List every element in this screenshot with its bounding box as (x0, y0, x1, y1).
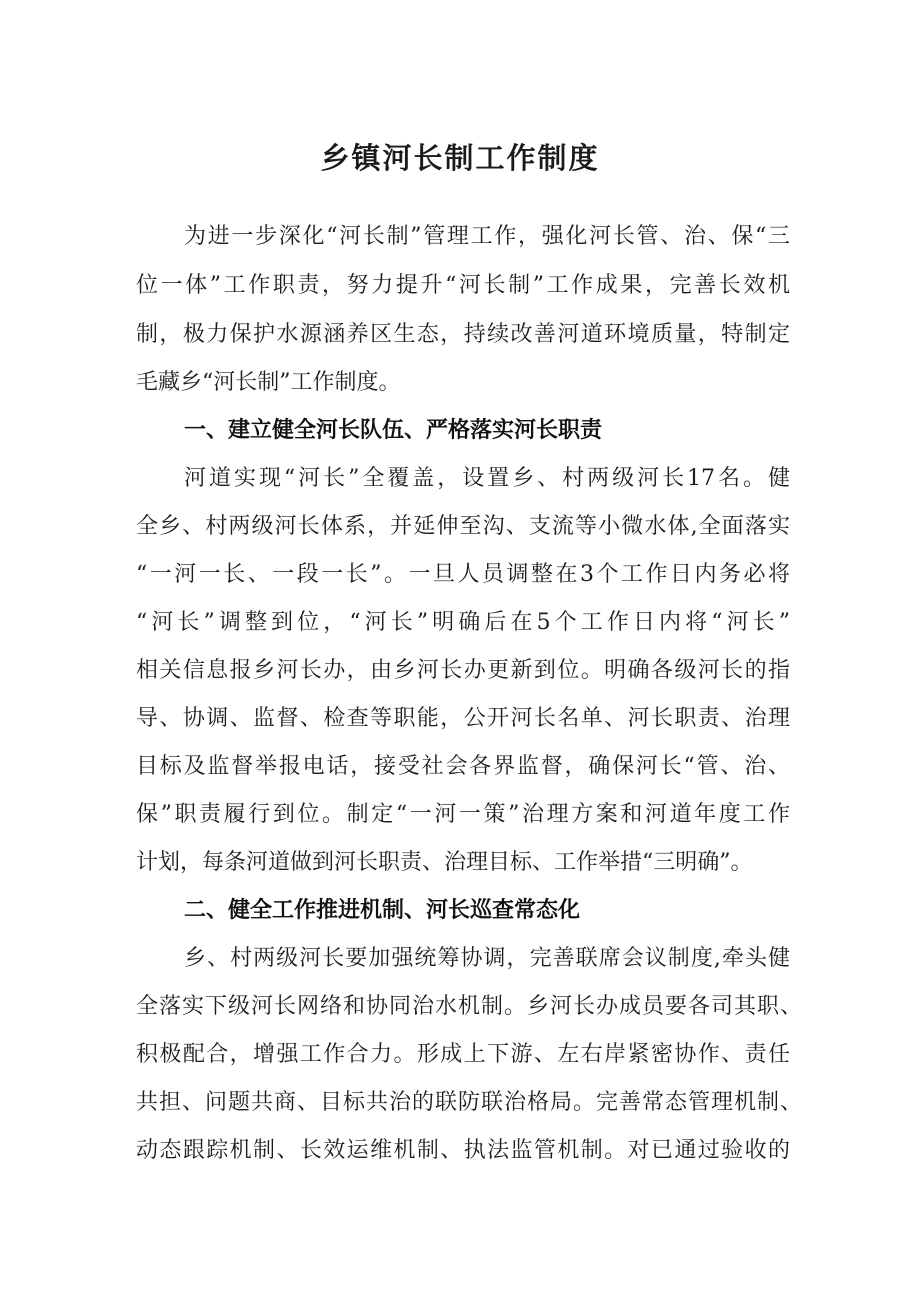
intro-line-3: 制，极力保护水源涵养区生态，持续改善河道环境质量，特制定 (136, 322, 790, 347)
section-1-line-5: 相关信息报乡河长办，由乡河长办更新到位。明确各级河长的指 (136, 658, 790, 683)
section-2-heading: 二、健全工作推进机制、河长巡查常态化 (184, 898, 581, 923)
section-1-line-2: 全乡、村两级河长体系，并延伸至沟、支流等小微水体,全面落实 (136, 514, 790, 539)
intro-line-4: 毛藏乡“河长制”工作制度。 (136, 370, 401, 395)
document-title: 乡镇河长制工作制度 (320, 141, 600, 175)
section-1-line-4: “河长”调整到位，“河长”明确后在5个工作日内将“河长” (136, 610, 790, 635)
section-1-line-7: 目标及监督举报电话，接受社会各界监督，确保河长“管、治、 (136, 754, 790, 779)
section-1-line-8: 保”职责履行到位。制定“一河一策”治理方案和河道年度工作 (136, 802, 790, 827)
section-1-line-9: 计划，每条河道做到河长职责、治理目标、工作举措“三明确”。 (136, 850, 753, 875)
intro-line-1: 为进一步深化“河长制”管理工作，强化河长管、治、保“三 (184, 224, 790, 249)
section-1-heading: 一、建立健全河长队伍、严格落实河长职责 (184, 418, 603, 443)
section-2-line-4: 共担、问题共商、目标共治的联防联治格局。完善常态管理机制、 (136, 1090, 802, 1115)
section-1-line-6: 导、协调、监督、检查等职能，公开河长名单、河长职责、治理 (136, 706, 790, 731)
section-2-line-5: 动态跟踪机制、长效运维机制、执法监管机制。对已通过验收的 (136, 1138, 790, 1163)
section-1-line-1: 河道实现“河长”全覆盖，设置乡、村两级河长17名。健 (184, 466, 790, 491)
section-2-line-1: 乡、村两级河长要加强统筹协调，完善联席会议制度,牵头健 (184, 946, 790, 971)
section-2-line-3: 积极配合，增强工作合力。形成上下游、左右岸紧密协作、责任 (136, 1042, 790, 1067)
intro-line-2: 位一体”工作职责，努力提升“河长制”工作成果，完善长效机 (136, 273, 790, 298)
section-2-line-2: 全落实下级河长网络和协同治水机制。乡河长办成员要各司其职、 (136, 994, 802, 1019)
section-1-line-3: “一河一长、一段一长”。一旦人员调整在3个工作日内务必将 (136, 562, 790, 587)
